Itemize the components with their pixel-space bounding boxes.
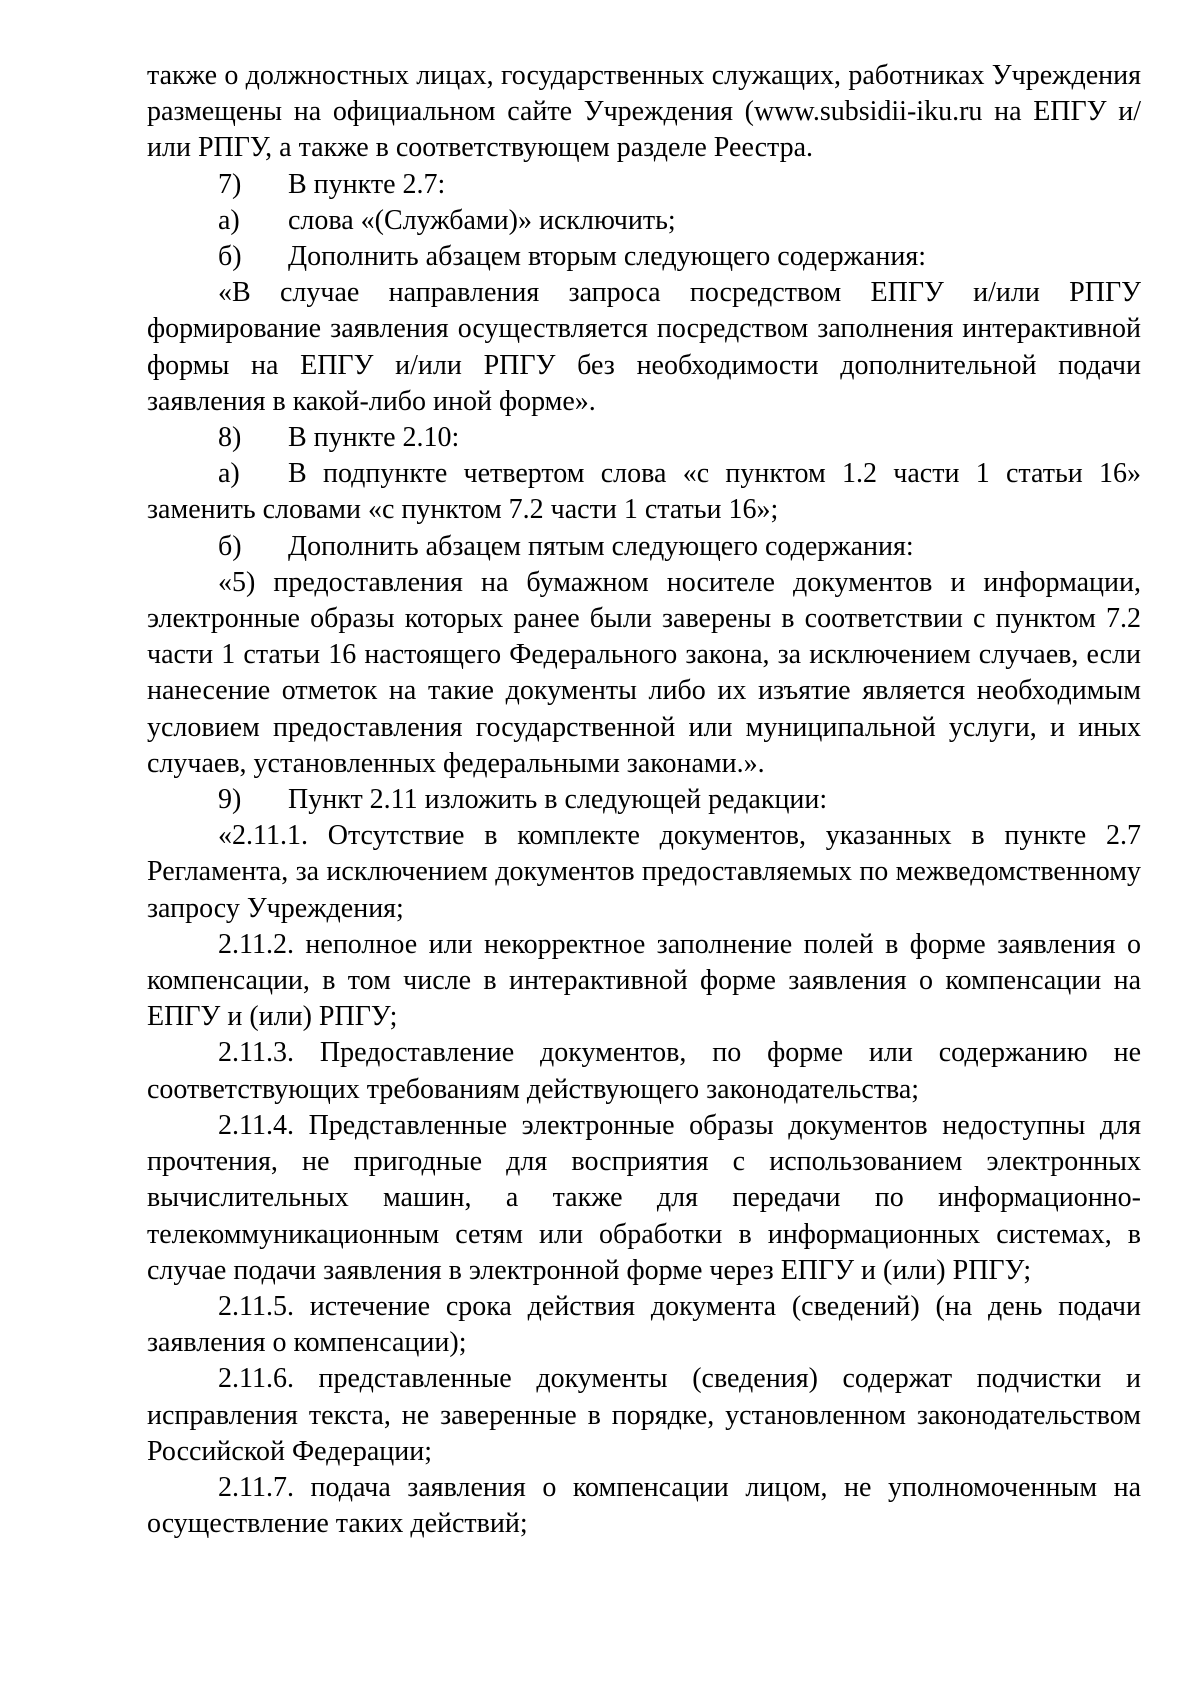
paragraph-2-11-6: 2.11.6. представленные документы (сведения) содержат подчистки и исправления текста, не заверенные в порядке, установленном законодательством Российской Федерации; <box>147 1363 1141 1467</box>
list-item-8b <box>147 529 1141 565</box>
list-item-7b <box>147 239 1141 275</box>
paragraph-intro: также о должностных лицах, государственных служащих, работниках Учреждения размещены на официальном сайте Учреждения (www.subsidii-iku.ru на ЕПГУ и/или РПГУ, а также в соответствующем разделе Реестра. <box>147 60 1141 164</box>
paragraph-2-11-5: 2.11.5. истечение срока действия документа (сведений) (на день подачи заявления о компенсации); <box>147 1290 1141 1359</box>
list-marker: а) <box>218 204 240 236</box>
list-item-7a <box>147 203 1141 239</box>
list-item-text: Пункт 2.11 изложить в следующей редакции: <box>288 784 828 816</box>
document-page <box>147 58 1141 1542</box>
list-marker: б) <box>218 241 242 273</box>
paragraph-2-11-4: 2.11.4. Представленные электронные образы документов недоступны для прочтения, не пригодные для восприятия с использованием электронных вычислительных машин, а также для передачи по информационно-телекоммуникационным сетям или обработки в информационных системах, в случае подачи заявления в электронной форме через ЕПГУ и (или) РПГУ; <box>147 1109 1141 1286</box>
paragraph-2-11-7: 2.11.7. подача заявления о компенсации лицом, не уполномоченным на осуществление таких действий; <box>147 1471 1141 1540</box>
list-item-text: В пункте 2.7: <box>288 168 446 200</box>
list-marker: а) <box>218 458 240 490</box>
list-item-text: слова «(Службами)» исключить; <box>288 204 676 236</box>
list-item-8 <box>147 420 1141 456</box>
list-item-9 <box>147 782 1141 818</box>
list-item-text: Дополнить абзацем пятым следующего содержания: <box>288 530 914 562</box>
list-marker: 8) <box>218 422 242 454</box>
list-marker: б) <box>218 530 242 562</box>
list-item-8a <box>147 456 1141 528</box>
list-item-text: Дополнить абзацем вторым следующего содержания: <box>288 241 926 273</box>
list-item-text: В пункте 2.10: <box>288 422 460 454</box>
list-marker: 7) <box>218 168 242 200</box>
list-marker: 9) <box>218 784 242 816</box>
paragraph-2-11-2: 2.11.2. неполное или некорректное заполнение полей в форме заявления о компенсации, в том числе в интерактивной форме заявления о компенсации на ЕПГУ и (или) РПГУ; <box>147 928 1141 1033</box>
paragraph-quote-2-7: «В случае направления запроса посредством ЕПГУ и/или РПГУ формирование заявления осуществляется посредством заполнения интерактивной формы на ЕПГУ и/или РПГУ без необходимости дополнительной подачи заявления в какой-либо иной форме». <box>147 277 1141 417</box>
list-item-text: В подпункте четвертом слова «с пунктом 1.2 части 1 статьи 16» заменить словами «с пунктом 7.2 части 1 статьи 16»; <box>147 458 1141 526</box>
paragraph-2-11-3: 2.11.3. Предоставление документов, по форме или содержанию не соответствующих требованиям действующего законодательства; <box>147 1037 1141 1105</box>
paragraph-quote-2-10: «5) предоставления на бумажном носителе документов и информации, электронные образы которых ранее были заверены в соответствии с пунктом 7.2 части 1 статьи 16 настоящего Федерального закона, за исключением случаев, если нанесение отметок на такие документы либо их изъятие является необходимым условием предоставления государственной или муниципальной услуги, и иных случаев, установленных федеральными законами.». <box>147 566 1141 779</box>
list-item-7 <box>147 167 1141 203</box>
paragraph-2-11-1: «2.11.1. Отсутствие в комплекте документов, указанных в пункте 2.7 Регламента, за исключением документов предоставляемых по межведомственному запросу Учреждения; <box>147 820 1141 924</box>
